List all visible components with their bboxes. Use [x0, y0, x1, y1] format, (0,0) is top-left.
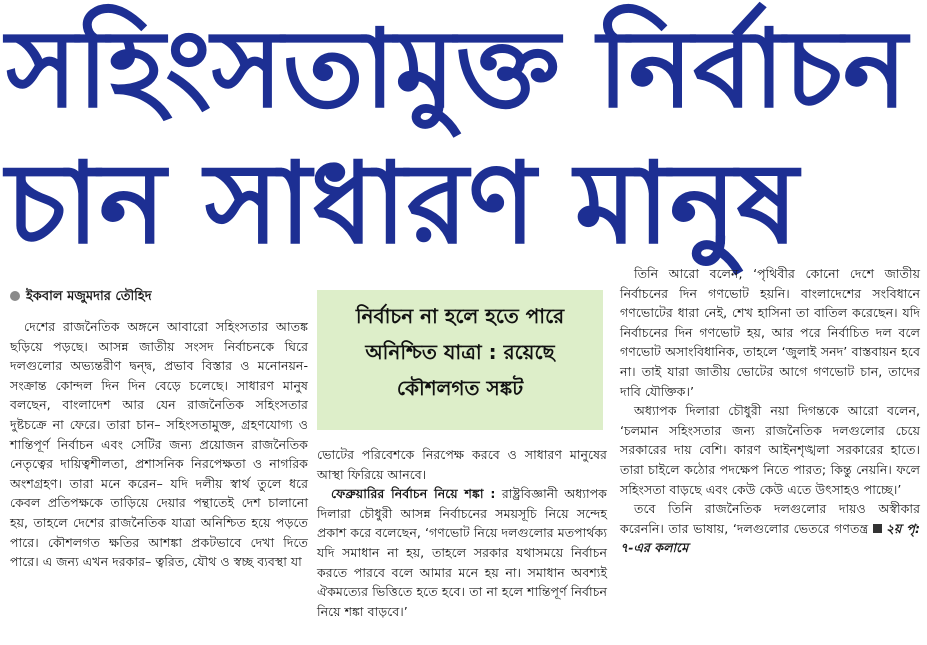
bullet-icon [10, 291, 20, 301]
headline-line-2: চান সাধারণ মানুষ [6, 139, 799, 269]
column-3-paragraph-1: তিনি আরো বলেন, ‘পৃথিবীর কোনো দেশে জাতীয় নির্বাচনের দিন গণভোট হয়নি। বাংলাদেশের সংবিধানে গণভোটের ধারা নেই, শেখ হাসিনা তা বাতিল করেছেন। যদি নির্বাচনের দিন গণভোট হয়, আর পরে নির্বাচিত দল বলে গণভোট অসাংবিধানিক, তাহলে ‘জুলাই সনদ’ বাস্তবায়ন হবে না। তাই যারা জাতীয় ভোটের আগে গণভোট চান, তাদের দাবি যৌক্তিক।’ [620, 266, 920, 399]
highlight-box [317, 290, 603, 430]
headline-line-1: সহিংসতামুক্ত নির্বাচন [6, 7, 908, 132]
article-column-2 [317, 445, 607, 621]
column-3-paragraph-3-text: তবে তিনি রাজনৈতিক দলগুলোর দায়ও অস্বীকার করেননি। তার ভাষায়, ‘দলগুলোর ভেতরে গণতন্ত্র [620, 501, 920, 536]
article-column-1 [10, 317, 308, 572]
column-2-paragraph-2-text: রাষ্ট্রবিজ্ঞানী অধ্যাপক দিলারা চৌধুরী আসন্ন নির্বাচনের সময়সূচি নিয়ে সন্দেহ প্রকাশ করে বলেছেন, ‘গণভোট নিয়ে দলগুলোর মতপার্থক্য যদি সমাধান না হয়, তাহলে সরকার যথাসময়ে নির্বাচন করতে পারবে বলে আমার মনে হয় না। সমাধান অবশ্যই ঐকমত্যের ভিত্তিতে হতে হবে। তা না হলে শান্তিপূর্ণ নির্বাচন নিয়ে শঙ্কা বাড়বে।’ [317, 486, 607, 619]
column-3-paragraph-3 [620, 499, 920, 558]
column-3-paragraph-2: অধ্যাপক দিলারা চৌধুরী নয়া দিগন্তকে আরো বলেন, ‘চলমান সহিংসতার জন্য রাজনৈতিক দলগুলোর চেয়ে সরকারের দায় বেশি। কারণ আইনশৃঙ্খলা সরকারের হাতে। তারা চাইলে কঠোর পদক্ষেপ নিতে পারত; কিন্তু নেয়নি। ফলে সহিংসতা বাড়ছে এবং কেউ কেউ এতে উৎসাহও পাচ্ছে।’ [620, 403, 920, 497]
article-column-3 [620, 264, 920, 558]
subheading: ফেব্রুয়ারির নির্বাচন নিয়ে শঙ্কা : [331, 486, 496, 502]
square-bullet-icon [873, 524, 882, 533]
continuation-label: ২য় পৃ: ৭-এর কলামে [620, 520, 921, 556]
highlight-line-2: অনিশ্চিত যাত্রা : রয়েছে [365, 340, 555, 364]
column-2-paragraph-2 [317, 484, 607, 621]
highlight-box-text [317, 298, 603, 406]
highlight-line-3: কৌশলগত সঙ্কট [396, 376, 524, 400]
byline [10, 287, 305, 308]
author-name: ইকবাল মজুমদার তৌহিদ [26, 289, 152, 304]
highlight-line-1: নির্বাচন না হলে হতে পারে [355, 304, 565, 328]
column-1-paragraph: দেশের রাজনৈতিক অঙ্গনে আবারো সহিংসতার আতঙ্ক ছড়িয়ে পড়ছে। আসন্ন জাতীয় সংসদ নির্বাচনকে ঘিরে দলগুলোর অভ্যন্তরীণ দ্বন্দ্ব, প্রভাব বিস্তার ও মনোনয়ন-সংক্রান্ত কোন্দল দিন দিন বেড়ে চলেছে। সাধারণ মানুষ বলছেন, বাংলাদেশ আর যেন রাজনৈতিক সহিংসতার দুষ্টচক্রে না ফেরে। তারা চান– সহিংসতামুক্ত, গ্রহণযোগ্য ও শান্তিপূর্ণ নির্বাচন এবং সেটির জন্য প্রয়োজন রাজনৈতিক নেতৃত্বের দায়িত্বশীলতা, প্রশাসনিক নিরপেক্ষতা ও নাগরিক অংশগ্রহণ। তারা মনে করেন– যদি দলীয় স্বার্থ তুলে ধরে কেবল প্রতিপক্ষকে তাড়িয়ে দেয়ার পন্থাতেই দেশ চালানো হয়, তাহলে দেশের রাজনৈতিক যাত্রা অনিশ্চিত হয়ে পড়তে পারে। কৌশলগত ক্ষতির আশঙ্কা প্রকটভাবে দেখা দিতে পারে। এ জন্য এখন দরকার– ত্বরিত, যৌথ ও স্বচ্ছ ব্যবস্থা যা [10, 319, 308, 570]
column-2-paragraph-1: ভোটের পরিবেশকে নিরপেক্ষ করবে ও সাধারণ মানুষের আস্থা ফিরিয়ে আনবে। [317, 447, 607, 482]
